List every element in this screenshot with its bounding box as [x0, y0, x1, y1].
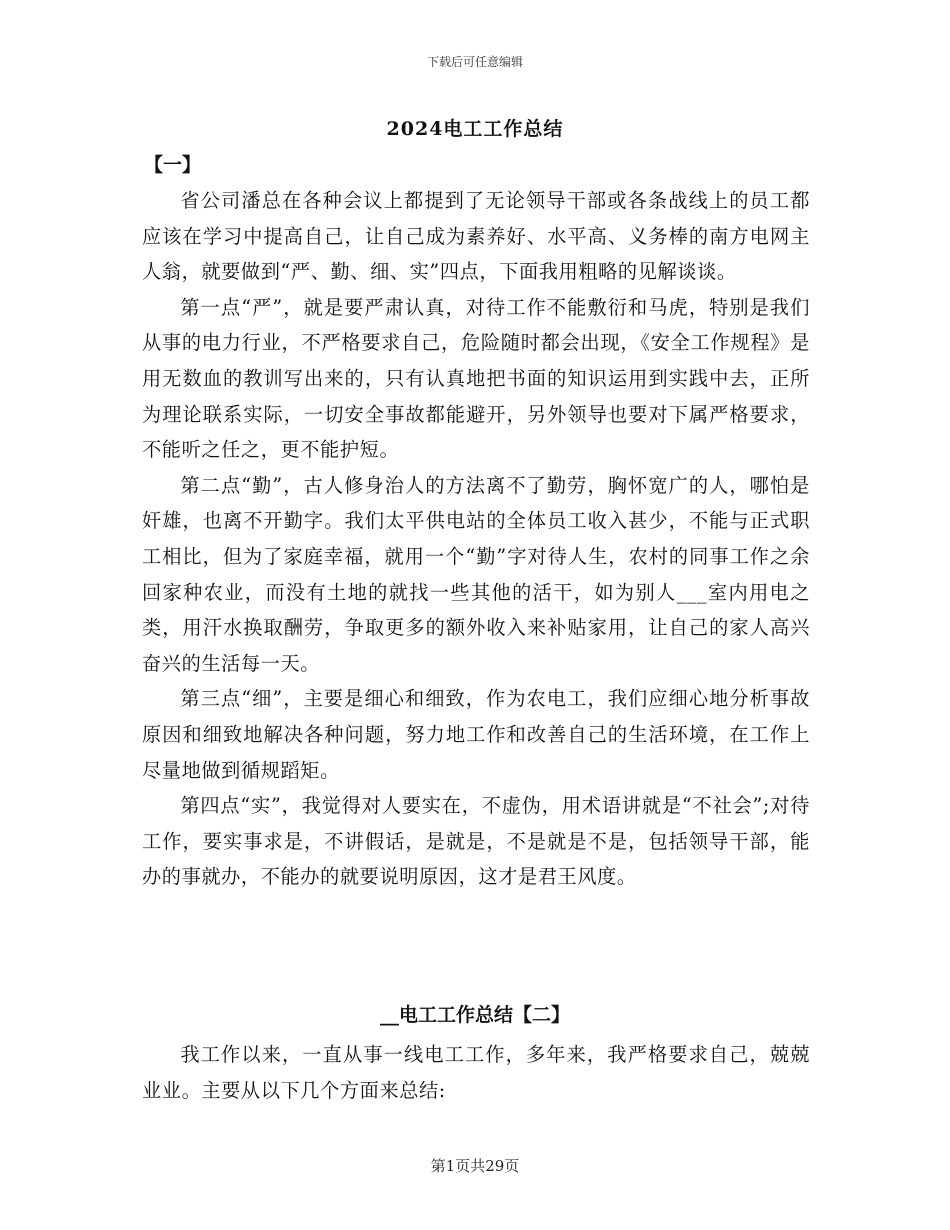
section-1-label: 【一】 — [144, 154, 202, 176]
paragraph: 第一点“严”，就是要严肃认真，对待工作不能敷衍和马虎，特别是我们从事的电力行业，不严格要求自己，危险随时都会出现，《安全工作规程》是用无数血的教训写出来的，只有认真地把书面的知识运用到实践中去，正所为理论联系实际，一切安全事故都能避开，另外领导也要对下属严格要求，不能听之任之，更不能护短。 — [142, 295, 810, 462]
section-2-title: __电工工作总结【二】 — [379, 1004, 570, 1026]
page-footer: 第1页共29页 — [430, 1157, 520, 1175]
paragraph: 第三点“细”，主要是细心和细致，作为农电工，我们应细心地分析事故原因和细致地解决各种问题，努力地工作和改善自己的生活环境，在工作上尽量地做到循规蹈矩。 — [142, 687, 810, 782]
paragraph: 省公司潘总在各种会议上都提到了无论领导干部或各条战线上的员工都应该在学习中提高自己，让自己成为素养好、水平高、义务棒的南方电网主人翁，就要做到“严、勤、细、实”四点，下面我用粗略的见解谈谈。 — [142, 189, 810, 284]
section-1-body — [142, 183, 810, 895]
page-header-note: 下载后可任意编辑 — [426, 55, 523, 69]
paragraph: 第二点“勤”，古人修身治人的方法离不了勤劳，胸怀宽广的人，哪怕是奸雄，也离不开勤字。我们太平供电站的全体员工收入甚少，不能与正式职工相比，但为了家庭幸福，就用一个“勤”字对待人生，农村的同事工作之余回家种农业，而没有土地的就找一些其他的活干，如为别人___室内用电之类，用汗水换取酬劳，争取更多的额外收入来补贴家用，让自己的家人高兴奋兴的生活每一天。 — [142, 473, 810, 675]
paragraph: 第四点“实”，我觉得对人要实在，不虚伪，用术语讲就是“不社会”;对待工作，要实事求是，不讲假话，是就是，不是就是不是，包括领导干部，能办的事就办，不能办的就要说明原因，这才是君王风度。 — [142, 794, 810, 889]
paragraph: 我工作以来，一直从事一线电工工作，多年来，我严格要求自己，兢兢业业。主要从以下几个方面来总结: — [142, 1043, 810, 1102]
document-title: 2024电工工作总结 — [386, 118, 564, 140]
section-2-body — [142, 1037, 810, 1108]
